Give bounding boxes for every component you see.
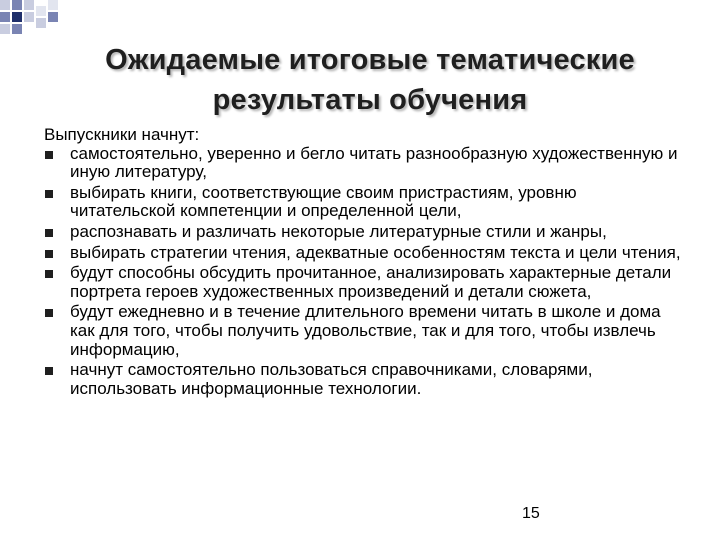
list-item: [44, 145, 684, 182]
square-bullet-icon: [45, 309, 53, 317]
list-item-text: распознавать и различать некоторые литературные стили и жанры,: [70, 221, 607, 241]
page-number: 15: [522, 505, 540, 522]
list-item: [44, 184, 684, 221]
list-item: [44, 223, 684, 242]
list-item: [44, 244, 684, 263]
list-item: [44, 264, 684, 301]
square-bullet-icon: [45, 229, 53, 237]
square-bullet-icon: [45, 367, 53, 375]
list-item-text: начнут самостоятельно пользоваться справочниками, словарями, использовать информационные технологии.: [70, 360, 593, 398]
outcomes-list: [44, 145, 684, 399]
square-bullet-icon: [45, 270, 53, 278]
list-item-text: выбирать книги, соответствующие своим пристрастиям, уровню читательской компетенции и определенной цели,: [70, 182, 577, 221]
corner-decoration: [0, 0, 720, 40]
square-bullet-icon: [45, 250, 53, 258]
list-item-text: будут способны обсудить прочитанное, анализировать характерные детали портрета героев художественных произведений и детали сюжета,: [70, 263, 672, 301]
square-bullet-icon: [45, 190, 53, 198]
list-item: [44, 303, 684, 359]
corner-squares-graphic: [0, 0, 720, 40]
intro-text: Выпускники начнут:: [44, 125, 200, 144]
square-bullet-icon: [45, 151, 53, 159]
list-item: [44, 361, 684, 398]
slide-title: Ожидаемые итоговые тематические результаты обучения: [105, 44, 635, 116]
list-item-text: самостоятельно, уверенно и бегло читать разнообразную художественную и иную литературу,: [70, 143, 678, 182]
slide-body: [44, 126, 684, 400]
list-item-text: выбирать стратегии чтения, адекватные особенностям текста и цели чтения,: [70, 242, 681, 262]
list-item-text: будут ежедневно и в течение длительного времени читать в школе и дома как для того, чтобы получить удовольствие, так и для того, чтобы извлечь информацию,: [70, 302, 661, 359]
